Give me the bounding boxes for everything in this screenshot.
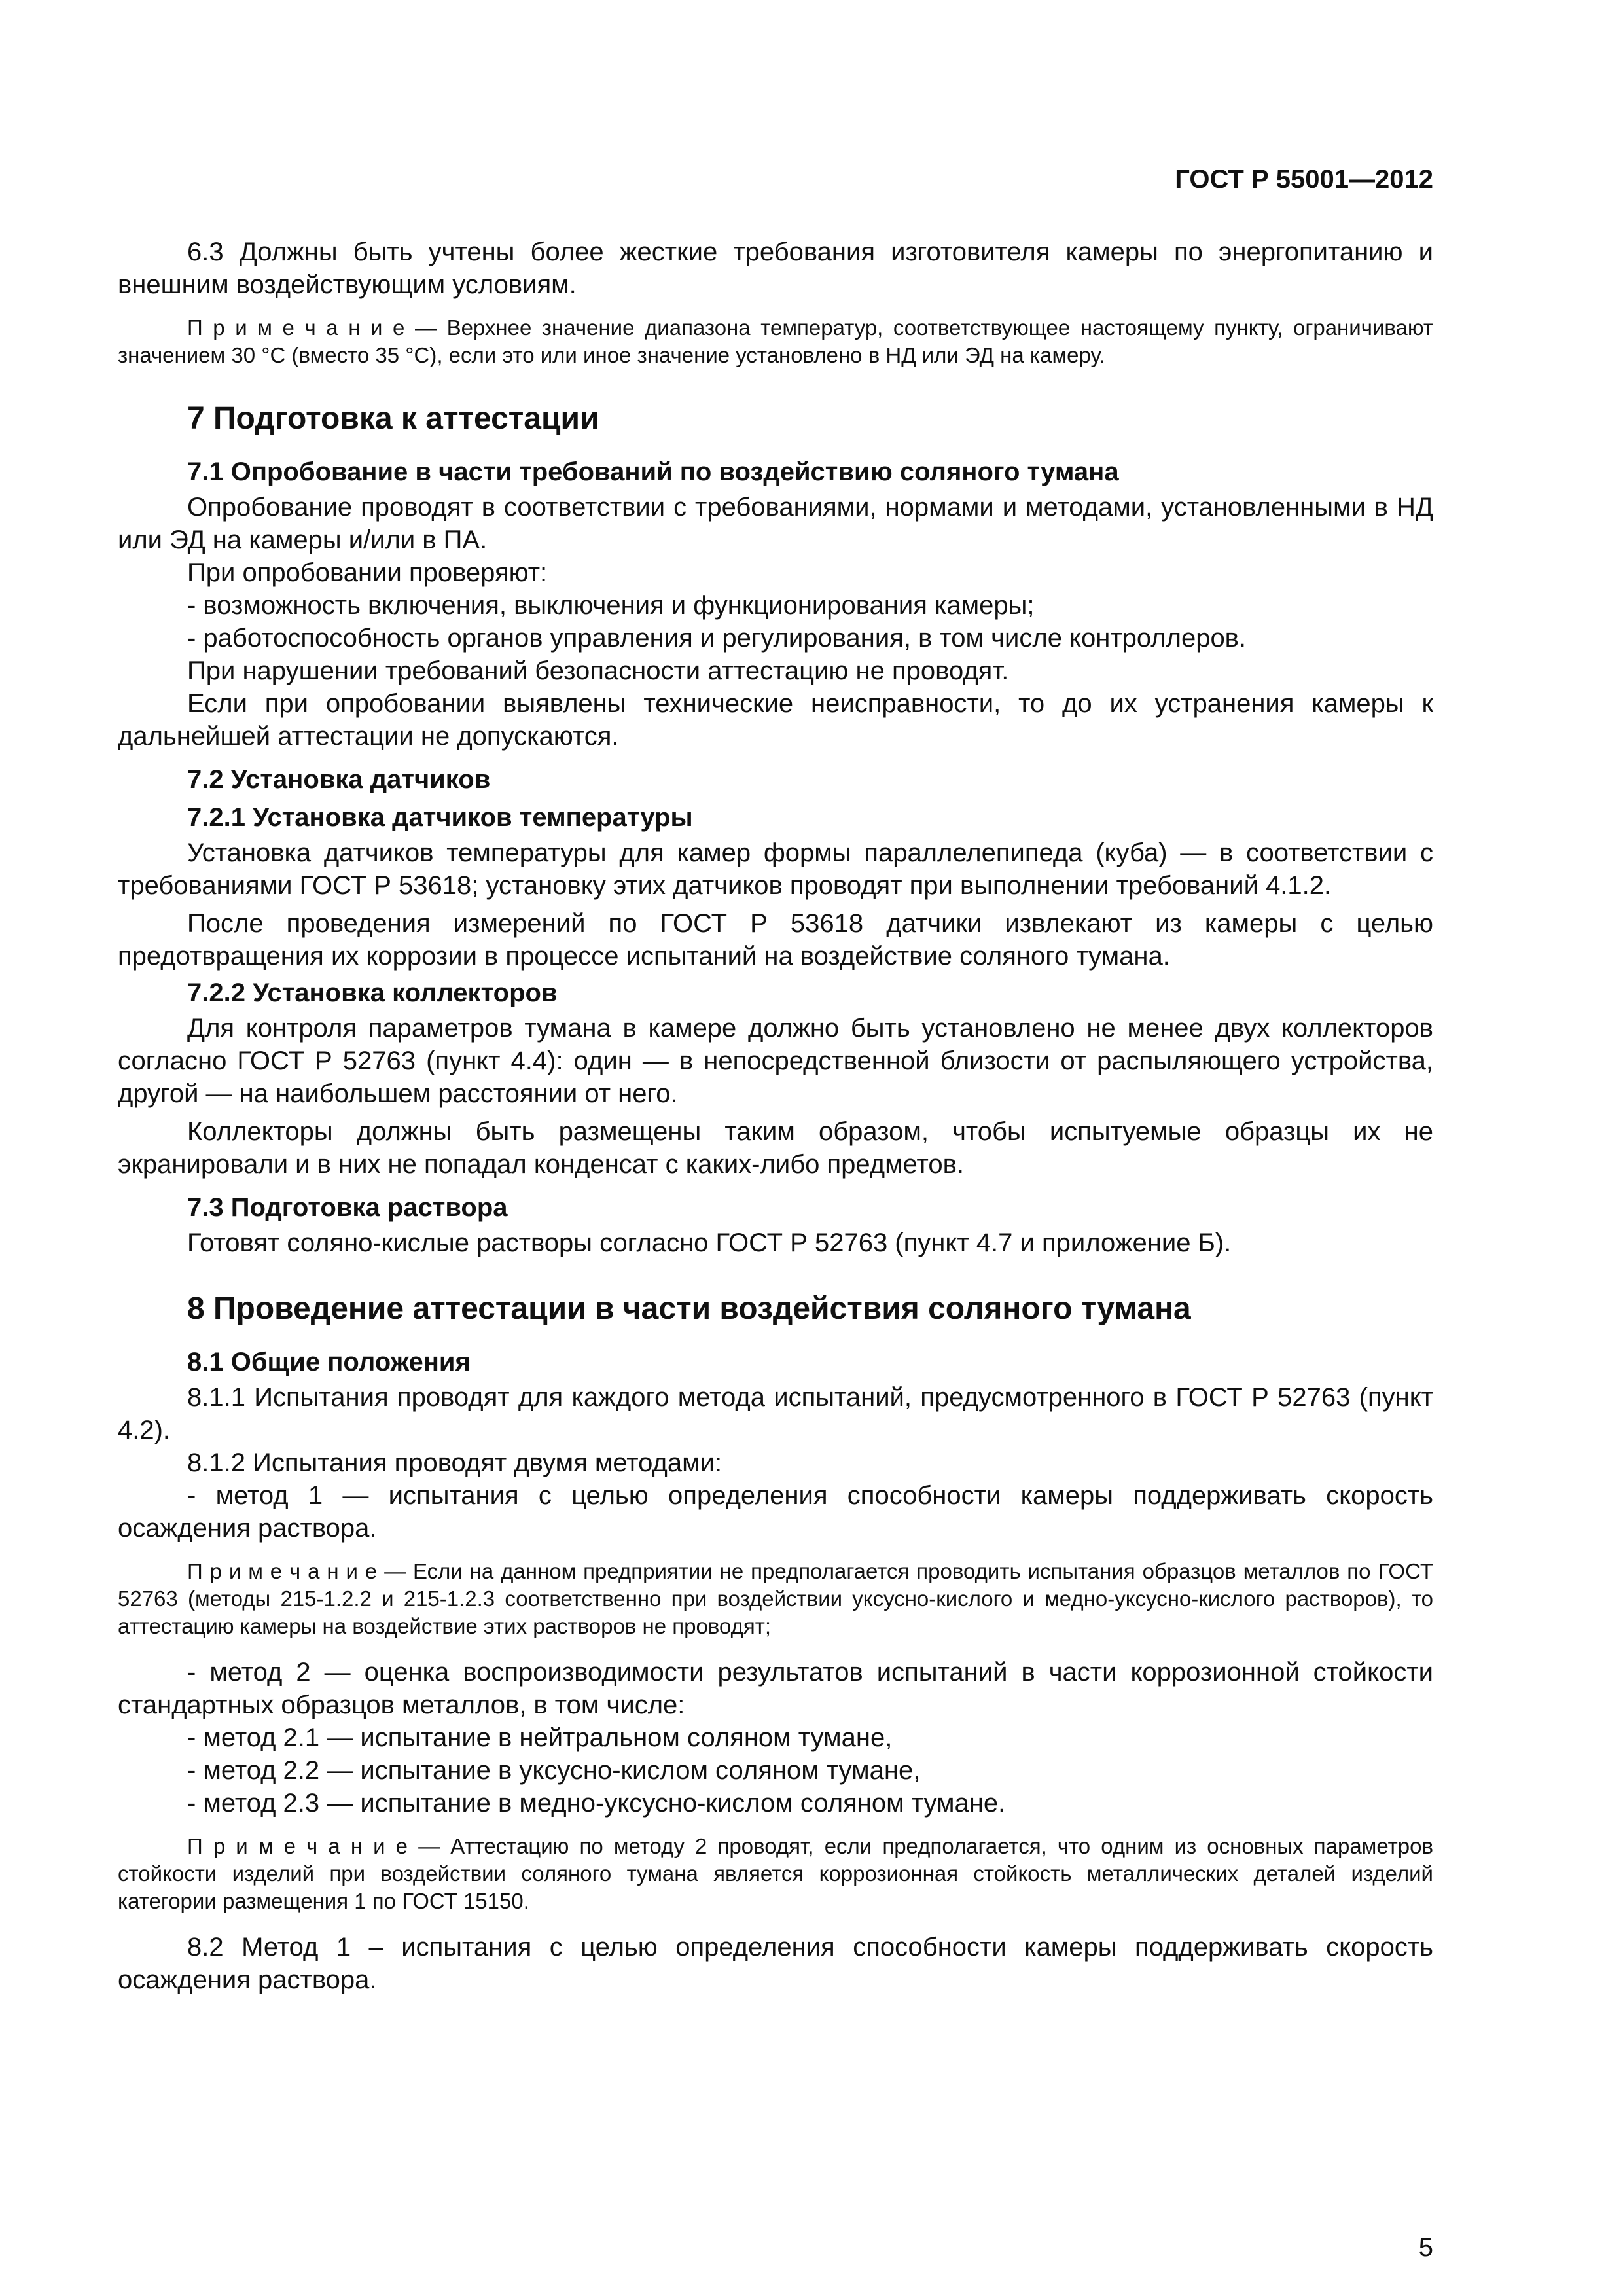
section-7-title: 7 Подготовка к аттестации (187, 401, 599, 436)
note-text: — Верхнее значение диапазона температур, соответствующее настоящему пункту, ограничивают значением 30 °C (вместо 35 °C), если это или иное значение установлено в НД или ЭД на камеру. (118, 315, 1433, 367)
list-item: - работоспособность органов управления и регулирования, в том числе контроллеров. (187, 624, 1247, 653)
paragraph-7-2-2-a: Для контроля параметров тумана в камере должно быть установлено не менее двух коллекторов согласно ГОСТ Р 52763 (пункт 4.4): один — в непосредственной близости от распыляющего устройства, другой — на наибольшем расстоянии от него. (118, 1014, 1433, 1108)
note-label: П р и м е ч а н и е (187, 1559, 378, 1583)
list-item-method-2-1: - метод 2.1 — испытание в нейтральном соляном тумане, (187, 1723, 893, 1752)
paragraph-7-2-1-a: Установка датчиков температуры для камер формы параллелепипеда (куба) — в соответствии с требованиями ГОСТ Р 53618; установку этих датчиков проводят при выполнении требований 4.1.2. (118, 838, 1433, 900)
list-item-method-2: - метод 2 — оценка воспроизводимости результатов испытаний в части коррозионной стойкости стандартных образцов металлов, в том числе: (118, 1658, 1433, 1719)
paragraph-7-1-4: Если при опробовании выявлены технические неисправности, то до их устранения камеры к дальнейшей аттестации не допускаются. (118, 689, 1433, 751)
section-8-1-title: 8.1 Общие положения (187, 1348, 471, 1376)
paragraph-8-2: 8.2 Метод 1 – испытания с целью определения способности камеры поддерживать скорость осаждения раствора. (118, 1933, 1433, 1994)
paragraph-6-3: 6.3 Должны быть учтены более жесткие требования изготовителя камеры по энергопитанию и внешним воздействующим условиям. (118, 238, 1433, 299)
paragraph-7-2-1-b: После проведения измерений по ГОСТ Р 53618 датчики извлекают из камеры с целью предотвращения их коррозии в процессе испытаний на воздействие соляного тумана. (118, 909, 1433, 971)
note-text: — Если на данном предприятии не предполагается проводить испытания образцов металлов по ГОСТ 52763 (методы 215-1.2.2 и 215-1.2.3 соответственно при воздействии уксусно-кислого и медно-уксусно-кислого растворов), то аттестацию камеры на воздействие этих растворов не проводят; (118, 1559, 1433, 1638)
paragraph-7-3: Готовят соляно-кислые растворы согласно ГОСТ Р 52763 (пункт 4.7 и приложение Б). (187, 1229, 1232, 1257)
document-id-header: ГОСТ Р 55001—2012 (1175, 165, 1433, 194)
paragraph-7-1-3: При нарушении требований безопасности аттестацию не проводят. (187, 656, 1009, 685)
section-7-2-title: 7.2 Установка датчиков (187, 765, 491, 794)
paragraph-7-2-2-b: Коллекторы должны быть размещены таким образом, чтобы испытуемые образцы их не экранировали и в них не попадал конденсат с каких-либо предметов. (118, 1117, 1433, 1179)
list-item-method-2-2: - метод 2.2 — испытание в уксусно-кислом соляном тумане, (187, 1756, 921, 1785)
list-item-method-1: - метод 1 — испытания с целью определения способности камеры поддерживать скорость осаждения раствора. (118, 1481, 1433, 1543)
list-item: - возможность включения, выключения и функционирования камеры; (187, 591, 1035, 620)
paragraph-8-1-2: 8.1.2 Испытания проводят двумя методами: (187, 1448, 722, 1477)
paragraph-7-1-2: При опробовании проверяют: (187, 558, 548, 587)
note-8-1-b (118, 1833, 1433, 1915)
note-8-1-a (118, 1558, 1433, 1640)
document-page (118, 0, 1433, 2296)
note-label: П р и м е ч а н и е (187, 1834, 408, 1858)
note-text: — Аттестацию по методу 2 проводят, если предполагается, что одним из основных параметров стойкости изделий при воздействии соляного тумана является коррозионная стойкость металлических деталей изделий категории размещения 1 по ГОСТ 15150. (118, 1834, 1433, 1913)
note-6-3 (118, 314, 1433, 369)
section-8-title: 8 Проведение аттестации в части воздействия соляного тумана (187, 1291, 1191, 1326)
document-body (118, 236, 1433, 1996)
section-7-3-title: 7.3 Подготовка раствора (187, 1193, 508, 1222)
list-item-method-2-3: - метод 2.3 — испытание в медно-уксусно-кислом соляном тумане. (187, 1789, 1006, 1818)
section-7-2-1-title: 7.2.1 Установка датчиков температуры (187, 803, 693, 832)
paragraph-8-1-1: 8.1.1 Испытания проводят для каждого метода испытаний, предусмотренного в ГОСТ Р 52763 (пункт 4.2). (118, 1383, 1433, 1444)
paragraph-7-1-1: Опробование проводят в соответствии с требованиями, нормами и методами, установленными в НД или ЭД на камеры и/или в ПА. (118, 493, 1433, 554)
page-number: 5 (1418, 2233, 1433, 2262)
section-7-2-2-title: 7.2.2 Установка коллекторов (187, 978, 558, 1007)
note-label: П р и м е ч а н и е (187, 315, 405, 340)
section-7-1-title: 7.1 Опробование в части требований по воздействию соляного тумана (187, 457, 1119, 486)
